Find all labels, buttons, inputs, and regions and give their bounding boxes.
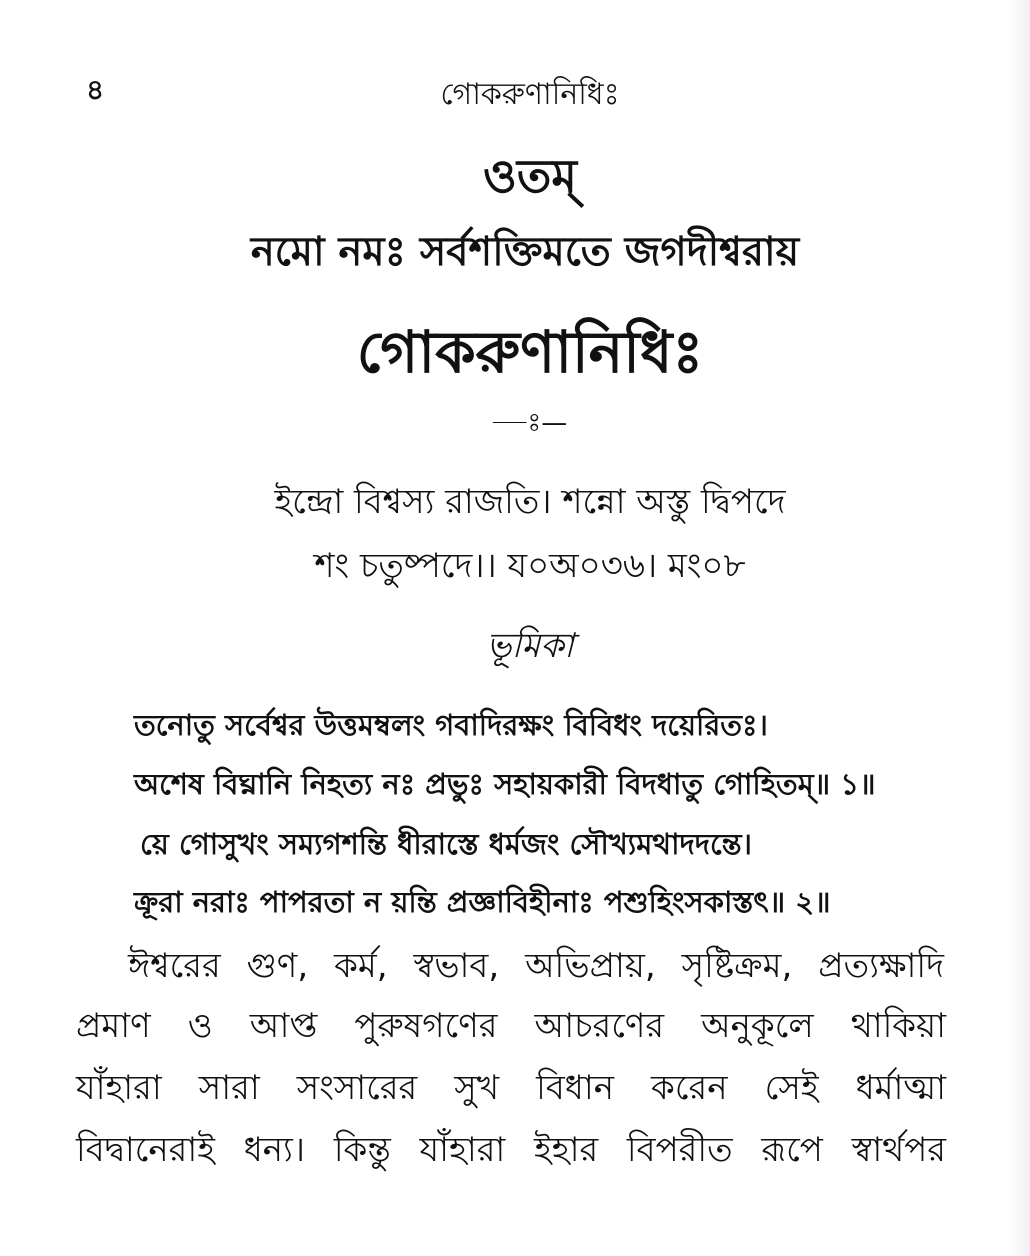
section-title: ভূমিকা bbox=[486, 626, 574, 666]
body-text-line: প্রমাণ ও আপ্ত পুরুষগণের আচরণের অনুকূলে থাকিয়া bbox=[76, 1006, 946, 1046]
om-heading: ওতম্ bbox=[483, 149, 577, 203]
invocation-line: নমো নমঃ সর্বশক্তিমতে জগদীশ্বরায় bbox=[250, 229, 800, 275]
quote-line: শং চতুষ্পদে।। য০অ০৩৬। মং০৮ bbox=[314, 546, 746, 586]
running-head: গোকরুণানিধিঃ bbox=[440, 77, 620, 112]
divider: —ঃ— bbox=[492, 408, 568, 438]
verse-line: অশেষ বিঘ্নানি নিহত্য নঃ প্রভুঃ সহায়কারী বিদধাতু গোহিতম্॥ ১॥ bbox=[134, 767, 876, 801]
body-text-line: ঈশ্বরের গুণ, কর্ম, স্বভাব, অভিপ্রায়, সৃষ্টিক্রম, প্রত্যক্ষাদি bbox=[128, 946, 944, 986]
body-text-line: বিদ্বানেরাই ধন্য। কিন্তু যাঁহারা ইহার বিপরীত রূপে স্বার্থপর bbox=[76, 1130, 946, 1170]
verse-line: তনোতু সর্বেশ্বর উত্তমম্বলং গবাদিরক্ষং বিবিধং দয়েরিতঃ। bbox=[134, 708, 768, 742]
body-text-line: যাঁহারা সারা সংসারের সুখ বিধান করেন সেই ধর্মাত্মা bbox=[76, 1068, 946, 1108]
quote-line: ইন্দ্রো বিশ্বস্য রাজতি। শন্নো অস্তু দ্বিপদে bbox=[274, 482, 786, 522]
page-number: ৪ bbox=[86, 73, 105, 106]
verse-line: য়ে গোসুখং সম্যগশন্তি ধীরাস্তে ধর্মজং সৌখ্যমথাদদন্তে। bbox=[140, 827, 752, 861]
verse-line: ক্রূরা নরাঃ পাপরতা ন য়ন্তি প্রজ্ঞাবিহীনাঃ পশুহিংসকাস্তৎ॥ ২॥ bbox=[134, 885, 831, 919]
page-title: গোকরুণানিধিঃ bbox=[356, 318, 704, 386]
